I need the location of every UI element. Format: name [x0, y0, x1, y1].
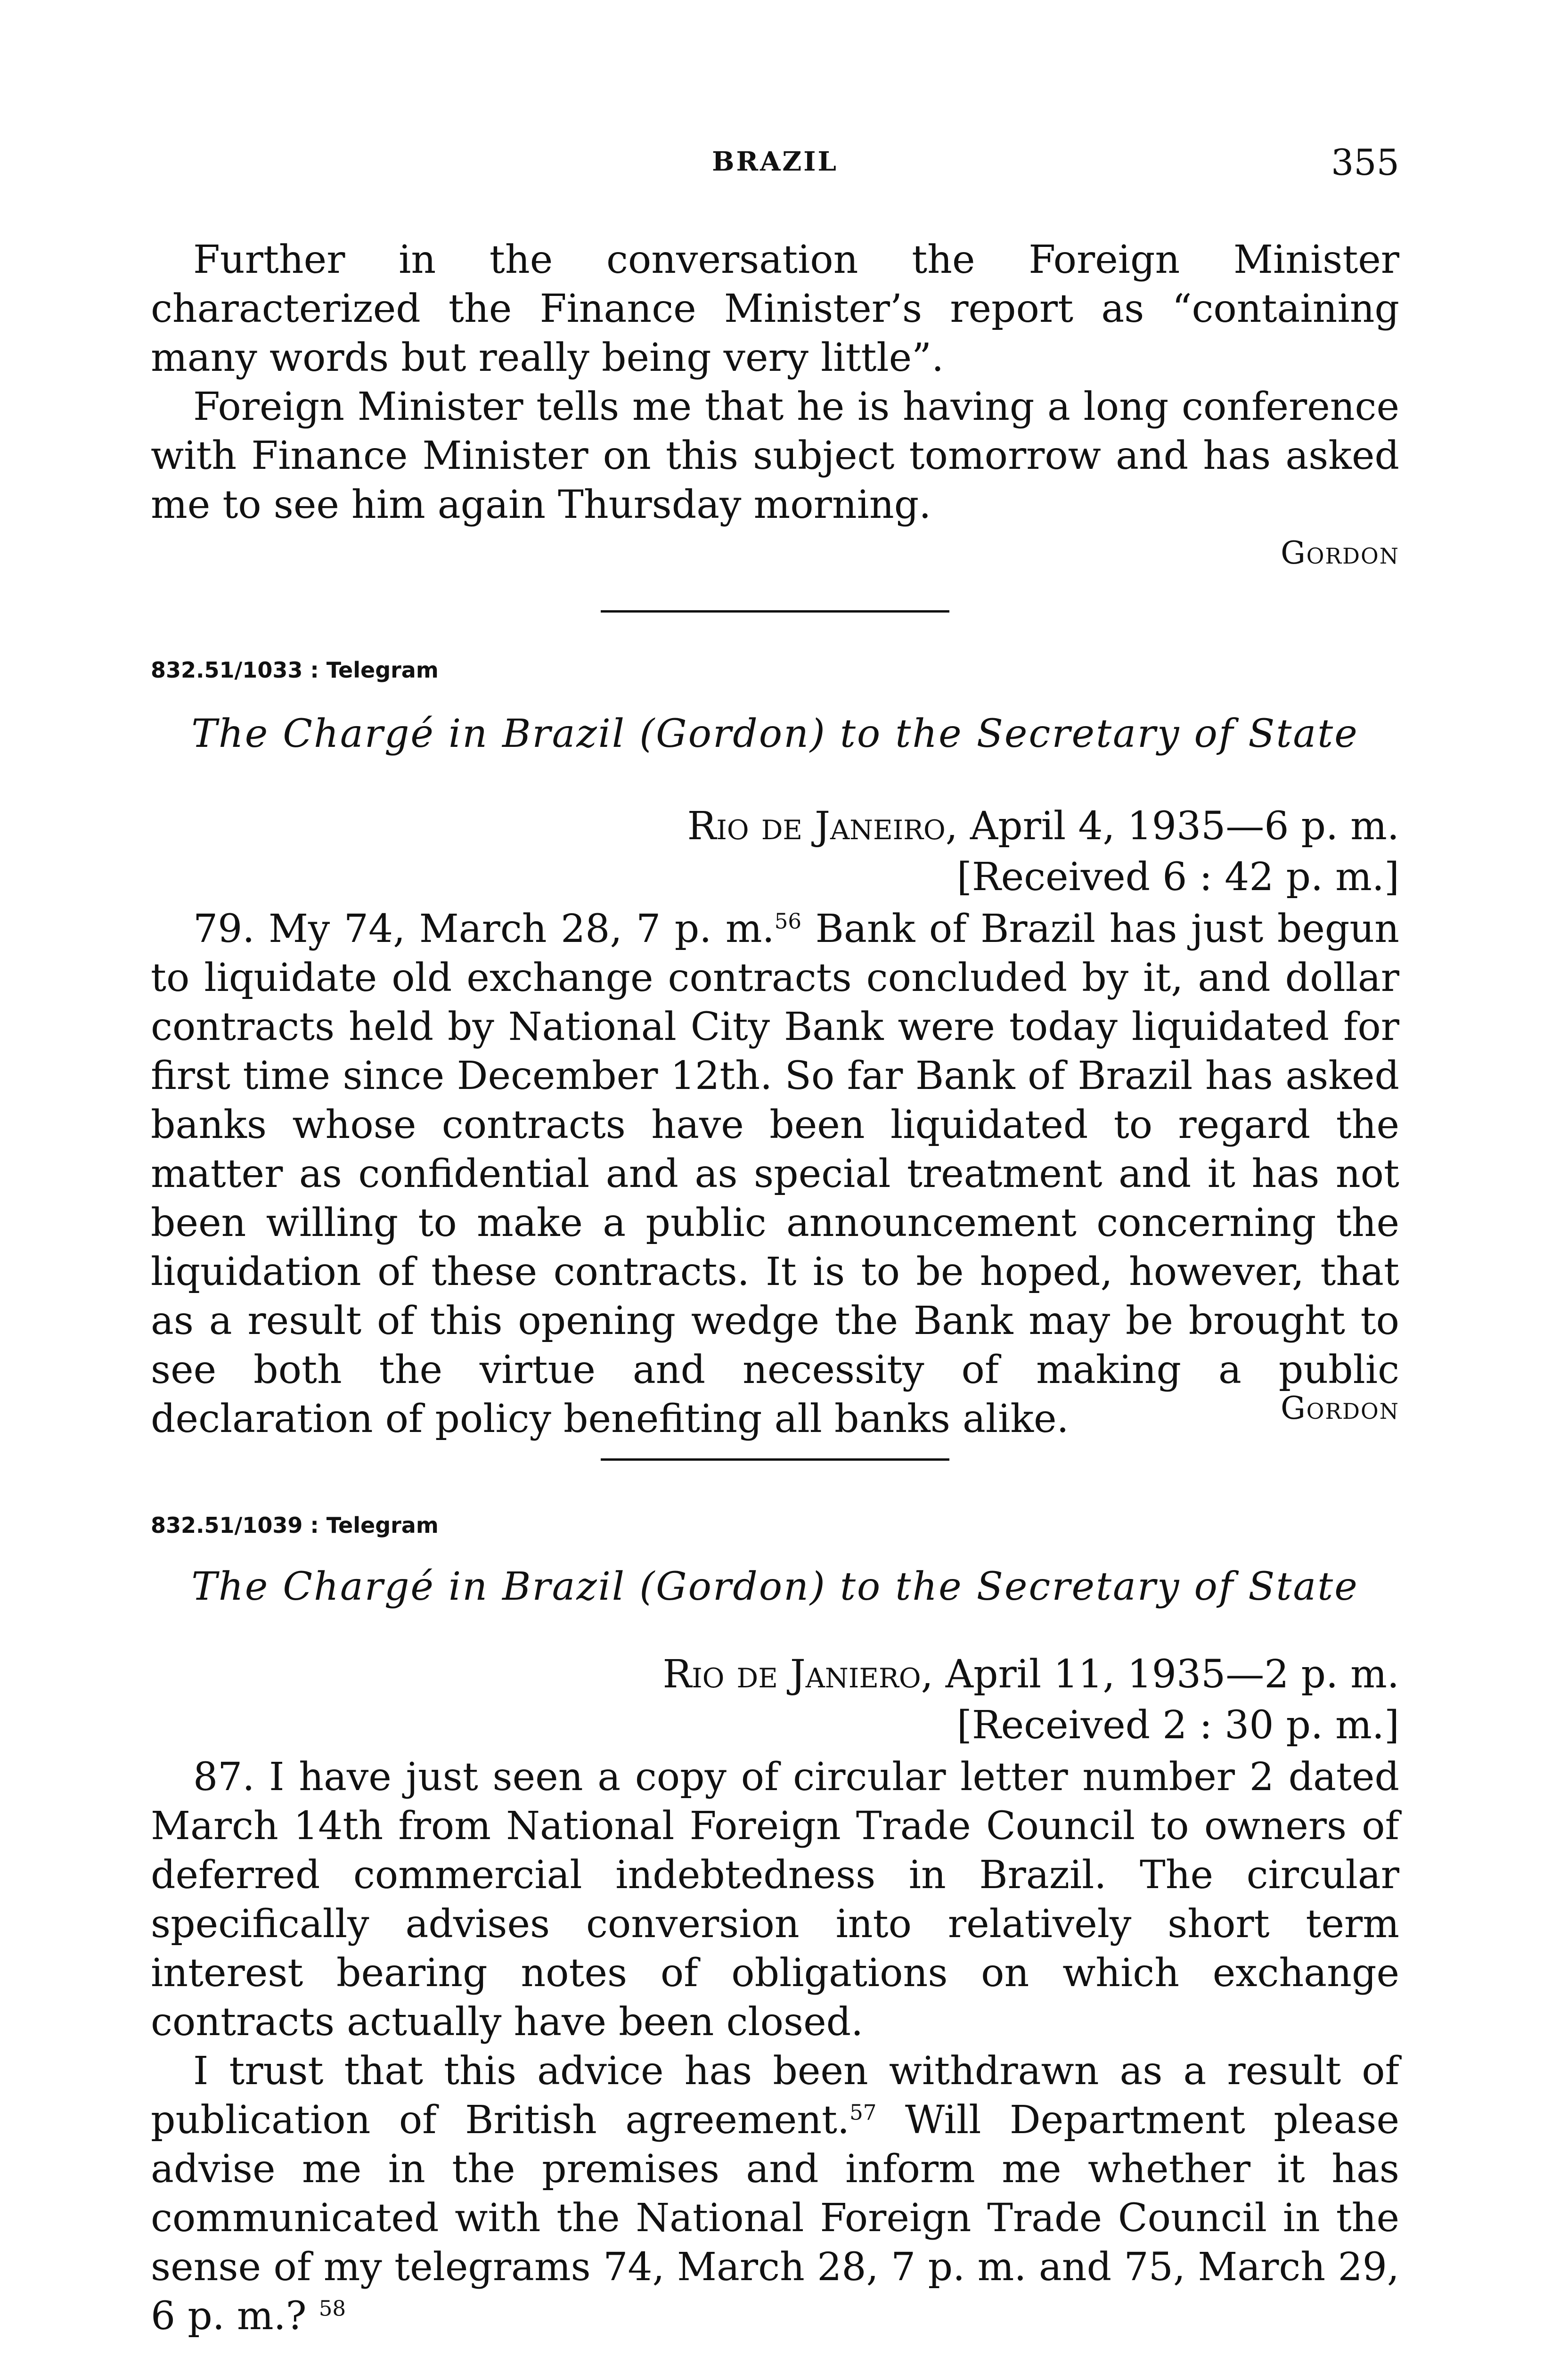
page-number: 355	[1331, 141, 1399, 183]
paragraph-text: Bank of Brazil has just begun to liquidate old exchange contracts concluded by it, and dollar contracts held by National City Bank were today liquidated for first time since December 12th. So far Bank of Brazil has asked banks whose contracts have been liquidated to regard the matter as confidential and as special treatment and it has not been willing to make a public announcement concerning the liquidation of these contracts. It is to be hoped, however, that as a result of this opening wedge the Bank may be brought to see both the virtue and necessity of making a public declaration of policy benefiting all banks alike.	[151, 907, 1399, 1441]
signature: Gordon	[1281, 535, 1399, 571]
dateline-place: Rio de Janeiro,	[687, 804, 958, 849]
paragraph-text: Will Department please advise me in the premises and inform me whether it has communicated with the National Foreign Trade Council in the sense of my telegrams 74, March 28, 7 p. m. and 75, March 29, 6 p. m.?	[151, 2098, 1399, 2339]
paragraph-lead: I trust that this advice has been withdrawn as a result of publication of British agreement.	[151, 2049, 1399, 2143]
running-head: BRAZIL	[712, 146, 838, 177]
footnote-ref: 56	[774, 908, 802, 934]
telegram-body	[151, 1753, 1399, 2341]
paragraph: Further in the conversation the Foreign Minister characterized the Finance Minister’s report as “containing many words but really being very little”.	[151, 237, 1399, 380]
dateline-place: Rio de Janiero,	[662, 1652, 933, 1697]
file-reference: 832.51/1039 : Telegram	[151, 1513, 439, 1538]
received-time: [Received 6 : 42 p. m.]	[956, 855, 1399, 900]
paragraph: 87. I have just seen a copy of circular letter number 2 dated March 14th from National Foreign Trade Council to owners of deferred commercial indebtedness in Brazil. The circular specifically advises conversion into relatively short term interest bearing notes of obligations on which exchange contracts actually have been closed.	[151, 1755, 1399, 2045]
dateline-date: April 4, 1935—6 p. m.	[970, 804, 1399, 849]
footnote-ref: 58	[318, 2296, 346, 2321]
dateline	[662, 1649, 1399, 1751]
continued-text	[151, 236, 1399, 530]
file-reference: 832.51/1033 : Telegram	[151, 657, 439, 683]
paragraph	[151, 905, 1399, 1444]
signature: Gordon	[1281, 1390, 1399, 1426]
page-header	[151, 141, 1399, 193]
section-divider	[601, 610, 949, 613]
section-divider	[601, 1458, 949, 1461]
paragraph-lead: 79. My 74, March 28, 7 p. m.	[193, 907, 775, 951]
telegram-body	[151, 905, 1399, 1444]
dateline-date: April 11, 1935—2 p. m.	[945, 1652, 1399, 1697]
document-title: The Chargé in Brazil (Gordon) to the Secretary of State	[191, 712, 1359, 756]
paragraph	[151, 2047, 1399, 2341]
paragraph: Foreign Minister tells me that he is having a long conference with Finance Minister on this subject tomorrow and has asked me to see him again Thursday morning.	[151, 384, 1399, 527]
document-title: The Chargé in Brazil (Gordon) to the Secretary of State	[191, 1564, 1359, 1609]
received-time: [Received 2 : 30 p. m.]	[956, 1703, 1399, 1748]
dateline	[687, 801, 1399, 903]
footnote-ref: 57	[849, 2100, 877, 2125]
